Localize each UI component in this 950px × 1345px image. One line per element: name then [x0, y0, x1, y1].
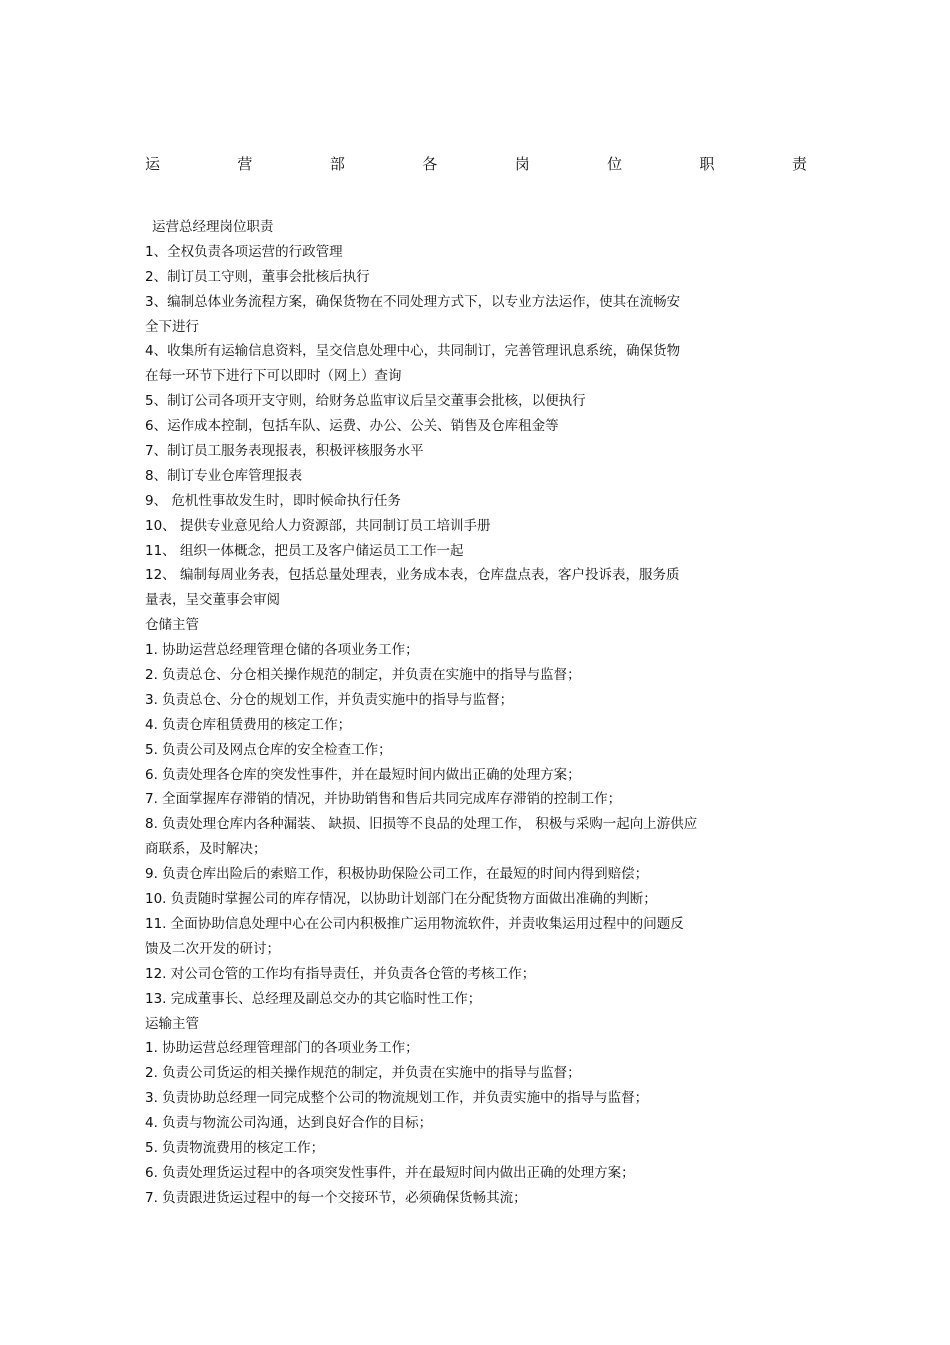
section-heading: 运营总经理岗位职责 [152, 219, 274, 235]
list-item: 2. 负责公司货运的相关操作规范的制定，并负责在实施中的指导与监督； [145, 1065, 581, 1082]
list-item: 1. 协助运营总经理管理仓储的各项业务工作； [145, 642, 419, 659]
list-item: 7. 全面掌握库存滞销的情况，并协助销售和售后共同完成库存滞销的控制工作； [145, 791, 622, 808]
list-item: 6. 负责处理各仓库的突发性事件，并在最短时间内做出正确的处理方案； [145, 766, 581, 783]
list-item: 2. 负责总仓、分仓相关操作规范的制定，并负责在实施中的指导与监督； [145, 667, 581, 684]
title-char: 职 [699, 155, 715, 173]
section-heading: 仓储主管 [145, 617, 199, 634]
list-item: 商联系，及时解决； [145, 841, 267, 858]
list-item: 馈及二次开发的研讨； [145, 940, 280, 957]
list-item: 6、运作成本控制，包括车队、运费、办公、公关、销售及仓库租金等 [145, 418, 559, 435]
list-item: 11、 组织一体概念，把员工及客户储运员工工作一起 [145, 542, 464, 559]
list-item: 3、编制总体业务流程方案，确保货物在不同处理方式下，以专业方法运作，使其在流畅安 [145, 293, 681, 310]
list-item: 12. 对公司仓管的工作均有指导责任，并负责各仓管的考核工作； [145, 965, 536, 982]
title-char: 位 [607, 155, 623, 173]
list-item: 10. 负责随时掌握公司的库存情况，以协助计划部门在分配货物方面做出准确的判断； [145, 891, 657, 908]
list-item: 在每一环节下进行下可以即时（网上）查询 [145, 368, 402, 385]
list-item: 9. 负责仓库出险后的索赔工作，积极协助保险公司工作，在最短的时间内得到赔偿； [145, 866, 649, 883]
list-item: 4. 负责仓库租赁费用的核定工作； [145, 716, 352, 733]
list-item: 8、制订专业仓库管理报表 [145, 467, 303, 484]
list-item: 2、制订员工守则，董事会批核后执行 [145, 268, 370, 285]
list-item: 10、 提供专业意见给人力资源部，共同制订员工培训手册 [145, 517, 491, 534]
list-item: 12、 编制每周业务表，包括总量处理表，业务成本表，仓库盘点表，客户投诉表，服务质 [145, 567, 680, 584]
list-item: 6. 负责处理货运过程中的各项突发性事件，并在最短时间内做出正确的处理方案； [145, 1164, 635, 1181]
list-item: 11. 全面协助信息处理中心在公司内积极推广运用物流软件，并责收集运用过程中的问题反 [145, 915, 684, 932]
list-item: 13. 完成董事长、总经理及副总交办的其它临时性工作； [145, 990, 482, 1007]
title-char: 各 [422, 155, 438, 173]
list-item: 1、全权负责各项运营的行政管理 [145, 243, 343, 260]
title-char: 营 [237, 155, 253, 173]
page-title [145, 153, 807, 177]
section-heading: 运输主管 [145, 1015, 199, 1032]
list-item: 4. 负责与物流公司沟通，达到良好合作的目标； [145, 1115, 433, 1132]
list-item: 1. 协助运营总经理管理部门的各项业务工作； [145, 1040, 419, 1057]
list-item: 7. 负责跟进货运过程中的每一个交接环节，必须确保货畅其流； [145, 1189, 527, 1206]
document-body [145, 215, 795, 1211]
title-char: 责 [791, 155, 807, 173]
list-item: 3. 负责总仓、分仓的规划工作，并负责实施中的指导与监督； [145, 691, 514, 708]
list-item: 5. 负责物流费用的核定工作； [145, 1139, 325, 1156]
list-item: 5、制订公司各项开支守则，给财务总监审议后呈交董事会批核，以便执行 [145, 393, 586, 410]
list-item: 5. 负责公司及网点仓库的安全检查工作； [145, 741, 392, 758]
list-item: 4、收集所有运输信息资料，呈交信息处理中心，共同制订，完善管理讯息系统，确保货物 [145, 343, 681, 360]
title-char: 岗 [514, 155, 530, 173]
list-item: 7、制订员工服务表现报表，积极评核服务水平 [145, 443, 424, 460]
list-item: 全下进行 [145, 318, 199, 335]
list-item: 3. 负责协助总经理一同完成整个公司的物流规划工作，并负责实施中的指导与监督； [145, 1090, 649, 1107]
list-item: 9、 危机性事故发生时，即时候命执行任务 [145, 492, 401, 509]
list-item: 8. 负责处理仓库内各种漏装、 缺损、旧损等不良品的处理工作， 积极与采购一起向上游供应 [145, 816, 698, 833]
title-char: 部 [329, 155, 345, 173]
list-item: 量表，呈交董事会审阅 [145, 592, 280, 609]
title-char: 运 [145, 155, 161, 173]
